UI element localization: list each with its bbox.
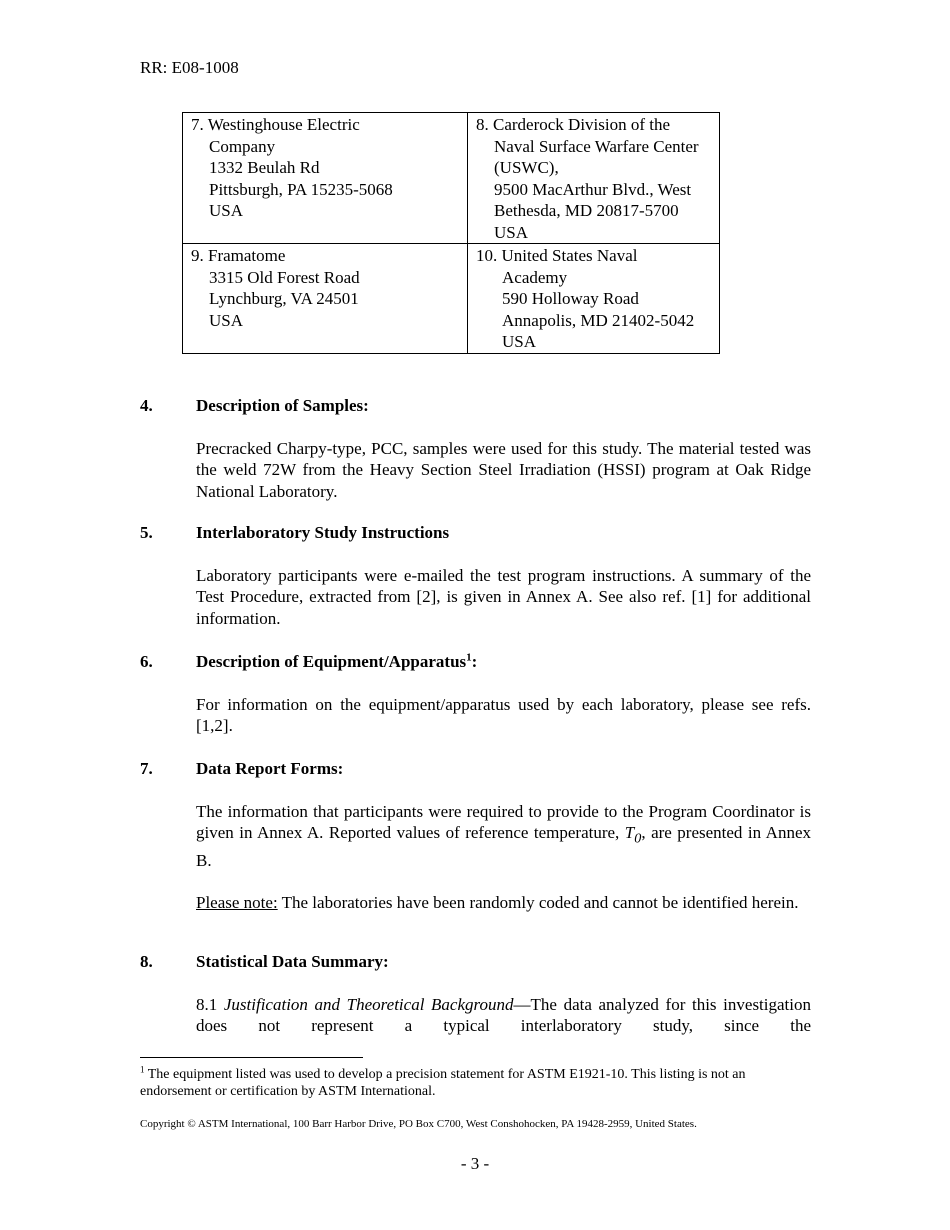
cell-line: (USWC), [494,158,559,177]
body-text: The information that participants were required to provide to the Program Coordinator is given in Annex A. Reported values of reference temperature, [196,801,811,842]
section-heading [140,951,811,973]
note-text: The laboratories have been randomly coded and cannot be identified herein. [277,893,799,913]
page-number: - 3 - [460,1154,490,1173]
section-body: Precracked Charpy-type, PCC, samples were used for this study. The material tested was the weld 72W from the Heavy Section Steel Irradiation (HSSI) program at Oak Ridge National Laboratory. [196,438,811,501]
section-title-suffix: : [471,652,478,671]
cell-line: Company [209,136,276,156]
section-body: Laboratory participants were e-mailed the test program instructions. A summary of the Test Procedure, extracted from [2], is given in Annex A. See also ref. [1] for additional information. [196,565,811,628]
section-data-report-forms [140,758,811,914]
section-title [196,651,811,673]
cell-line: Academy [502,267,568,287]
cell-line: 9. Framatome [191,246,286,265]
note-label: Please note: [196,893,278,913]
section-title: Description of Samples: [196,396,369,415]
footnote-reference[interactable]: 1 [466,651,472,664]
table-cell-lab-7 [183,113,468,244]
section-number: 5. [140,523,153,542]
section-body: For information on the equipment/apparatus used by each laboratory, please see refs. [1,2]. [196,694,811,735]
cell-line: Pittsburgh, PA 15235-5068 [209,179,393,199]
cell-line: 9500 MacArthur Blvd., West [494,179,692,199]
section-body [196,994,811,1037]
section-title: Statistical Data Summary: [196,952,389,971]
cell-line: Lynchburg, VA 24501 [209,289,359,308]
section-number: 7. [140,759,153,778]
variable-subscript: 0 [634,830,642,847]
cell-line: 3315 Old Forest Road [209,267,360,287]
cell-line: USA [502,332,537,351]
variable-t0 [624,823,642,847]
section-number: 6. [140,652,153,671]
subsection-number: 8.1 [196,994,224,1014]
section-interlaboratory-instructions [140,522,811,629]
cell-line: Bethesda, MD 20817-5700 [494,201,679,220]
section-title: Interlaboratory Study Instructions [196,523,450,542]
section-equipment-apparatus [140,651,811,737]
section-heading [140,522,811,544]
cell-line: Annapolis, MD 21402-5042 [502,310,695,330]
cell-line: Naval Surface Warfare Center [494,136,699,156]
section-heading [140,395,811,417]
section-description-of-samples [140,395,811,502]
variable-symbol: T [624,823,635,842]
section-title: Data Report Forms: [196,759,344,778]
footnote-mark: 1 [140,1064,145,1075]
subsection-title: Justification and Theoretical Background [223,994,514,1014]
section-statistical-data-summary [140,951,811,1037]
cell-line: USA [209,201,244,220]
section-number: 8. [140,952,153,971]
cell-line: USA [494,222,529,242]
report-id-header: RR: E08-1008 [140,58,239,77]
body-text: , are presented in Annex B. [196,823,811,870]
cell-line: 1332 Beulah Rd [209,158,320,177]
table-cell-lab-9 [183,244,468,354]
cell-line: 590 Holloway Road [502,289,639,308]
section-body [196,801,811,872]
footnote-divider [140,1057,363,1058]
cell-line: 7. Westinghouse Electric [191,115,360,134]
section-heading [140,758,811,780]
section-number: 4. [140,396,153,415]
cell-line: USA [209,310,244,330]
cell-line: 8. Carderock Division of the [476,115,671,134]
section-heading [140,651,811,673]
copyright-notice: Copyright © ASTM International, 100 Barr Harbor Drive, PO Box C700, West Conshohocken, PA 19428-2959, United States. [140,1118,697,1130]
footnote [140,1066,820,1100]
table-cell-lab-8 [468,113,720,244]
table-row [183,113,720,244]
table-cell-lab-10 [468,244,720,354]
table-row [183,244,720,354]
body-text: —The data analyzed for this investigation does not represent a typical interlaboratory study, since the [196,994,811,1035]
footnote-text: The equipment listed was used to develop a precision statement for ASTM E1921-10. This listing is not an endorsement or certification by ASTM International. [140,1067,746,1099]
laboratory-table [182,112,720,354]
cell-line: 10. United States Naval [476,246,638,265]
section-title-text: Description of Equipment/Apparatus [196,652,467,671]
section-note [196,892,811,914]
